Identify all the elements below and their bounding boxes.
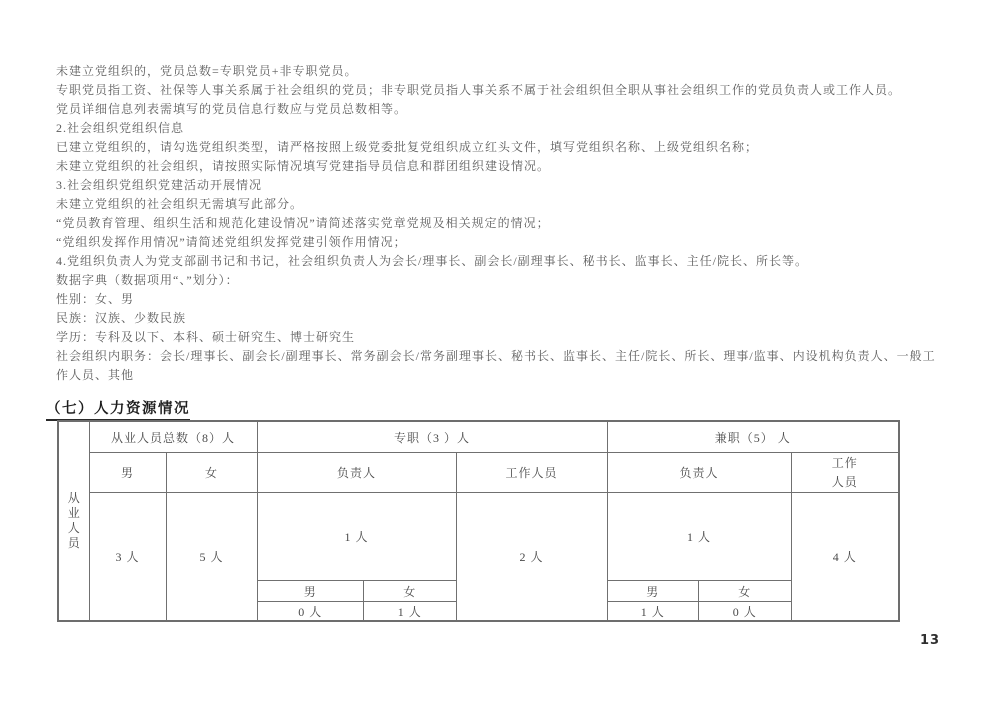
notes-block bbox=[56, 62, 944, 385]
note-line: 2.社会组织党组织信息 bbox=[56, 121, 185, 135]
note-line: 社会组织内职务：会长/理事长、副会长/副理事长、常务副会长/常务副理事长、秘书长、监事长、主任/院长、所长、理事/监事、内设机构负责人、一般工作人员、其他 bbox=[56, 349, 936, 382]
col-header-pt-staff bbox=[791, 453, 899, 493]
note-line: 4.党组织负责人为党支部副书记和书记，社会组织负责人为会长/理事长、副会长/副理事长、秘书长、监事长、主任/院长、所长等。 bbox=[56, 254, 809, 268]
note-line: 民族：汉族、少数民族 bbox=[56, 311, 187, 325]
note-line: 党员详细信息列表需填写的党员信息行数应与党员总数相等。 bbox=[56, 102, 408, 116]
note-line: 已建立党组织的，请勾选党组织类型，请严格按照上级党委批复党组织成立红头文件，填写党组织名称、上级党组织名称； bbox=[56, 140, 759, 154]
note-line: “党组织发挥作用情况”请简述党组织发挥党建引领作用情况； bbox=[56, 235, 407, 249]
note-line: 专职党员指工资、社保等人事关系属于社会组织的党员；非专职党员指人事关系不属于社会组织但全职从事社会组织工作的党员负责人或工作人员。 bbox=[56, 83, 902, 97]
note-line: “党员教育管理、组织生活和规范化建设情况”请简述落实党章党规及相关规定的情况； bbox=[56, 216, 550, 230]
ft-leader-nest bbox=[258, 493, 456, 620]
col-header-pt-staff-label: 工作人员 bbox=[831, 455, 858, 489]
table-header-row-2 bbox=[58, 453, 899, 493]
note-line: 3.社会组织党组织党建活动开展情况 bbox=[56, 178, 263, 192]
ft-leader-gender-header bbox=[258, 580, 456, 601]
section-heading: （七）人力资源情况 bbox=[46, 397, 190, 421]
col-header-fulltime: 专职（3 ）人 bbox=[257, 421, 607, 453]
note-line: 未建立党组织的，党员总数=专职党员+非专职党员。 bbox=[56, 64, 358, 78]
cell-ft-leader-group bbox=[257, 493, 456, 622]
cell-ft-leader-male: 0 人 bbox=[258, 602, 365, 620]
cell-pt-staff: 4 人 bbox=[791, 493, 899, 622]
note-line: 学历：专科及以下、本科、硕士研究生、博士研究生 bbox=[56, 330, 356, 344]
col-header-parttime: 兼职（5） 人 bbox=[607, 421, 899, 453]
subheader-pt-leader-male: 男 bbox=[608, 581, 700, 601]
cell-male-total: 3 人 bbox=[89, 493, 166, 622]
col-header-pt-leader: 负责人 bbox=[607, 453, 791, 493]
hr-table bbox=[57, 420, 900, 622]
cell-pt-leader-female: 0 人 bbox=[732, 604, 757, 619]
cell-pt-leader-total: 1 人 bbox=[687, 530, 712, 544]
cell-ft-leader-female: 1 人 bbox=[397, 604, 422, 619]
cell-ft-leader-total: 1 人 bbox=[344, 530, 369, 544]
col-header-ft-leader: 负责人 bbox=[257, 453, 456, 493]
subheader-pt-leader-female: 女 bbox=[738, 584, 752, 599]
page-number: 13 bbox=[920, 633, 941, 648]
col-header-total: 从业人员总数（8）人 bbox=[89, 421, 257, 453]
row-group-cell bbox=[58, 421, 89, 621]
cell-female-total: 5 人 bbox=[166, 493, 257, 622]
table-header-row-1 bbox=[58, 421, 899, 453]
subheader-ft-leader-female: 女 bbox=[403, 584, 417, 599]
note-line: 未建立党组织的社会组织，请按照实际情况填写党建指导员信息和群团组织建设情况。 bbox=[56, 159, 551, 173]
note-line: 性别：女、男 bbox=[56, 292, 135, 306]
cell-pt-leader-group bbox=[607, 493, 791, 622]
row-group-label: 从业人员 bbox=[67, 491, 80, 550]
col-header-female: 女 bbox=[166, 453, 257, 493]
note-line: 未建立党组织的社会组织无需填写此部分。 bbox=[56, 197, 304, 211]
pt-leader-nest bbox=[608, 493, 791, 620]
cell-pt-leader-male: 1 人 bbox=[608, 602, 700, 620]
ft-leader-gender-values bbox=[258, 601, 456, 620]
subheader-ft-leader-male: 男 bbox=[258, 581, 365, 601]
col-header-male: 男 bbox=[89, 453, 166, 493]
col-header-ft-staff: 工作人员 bbox=[456, 453, 607, 493]
cell-ft-staff: 2 人 bbox=[456, 493, 607, 622]
pt-leader-gender-values bbox=[608, 601, 791, 620]
table-body-row bbox=[58, 493, 899, 622]
pt-leader-gender-header bbox=[608, 580, 791, 601]
note-line: 数据字典（数据项用“、”划分）： bbox=[56, 273, 239, 287]
